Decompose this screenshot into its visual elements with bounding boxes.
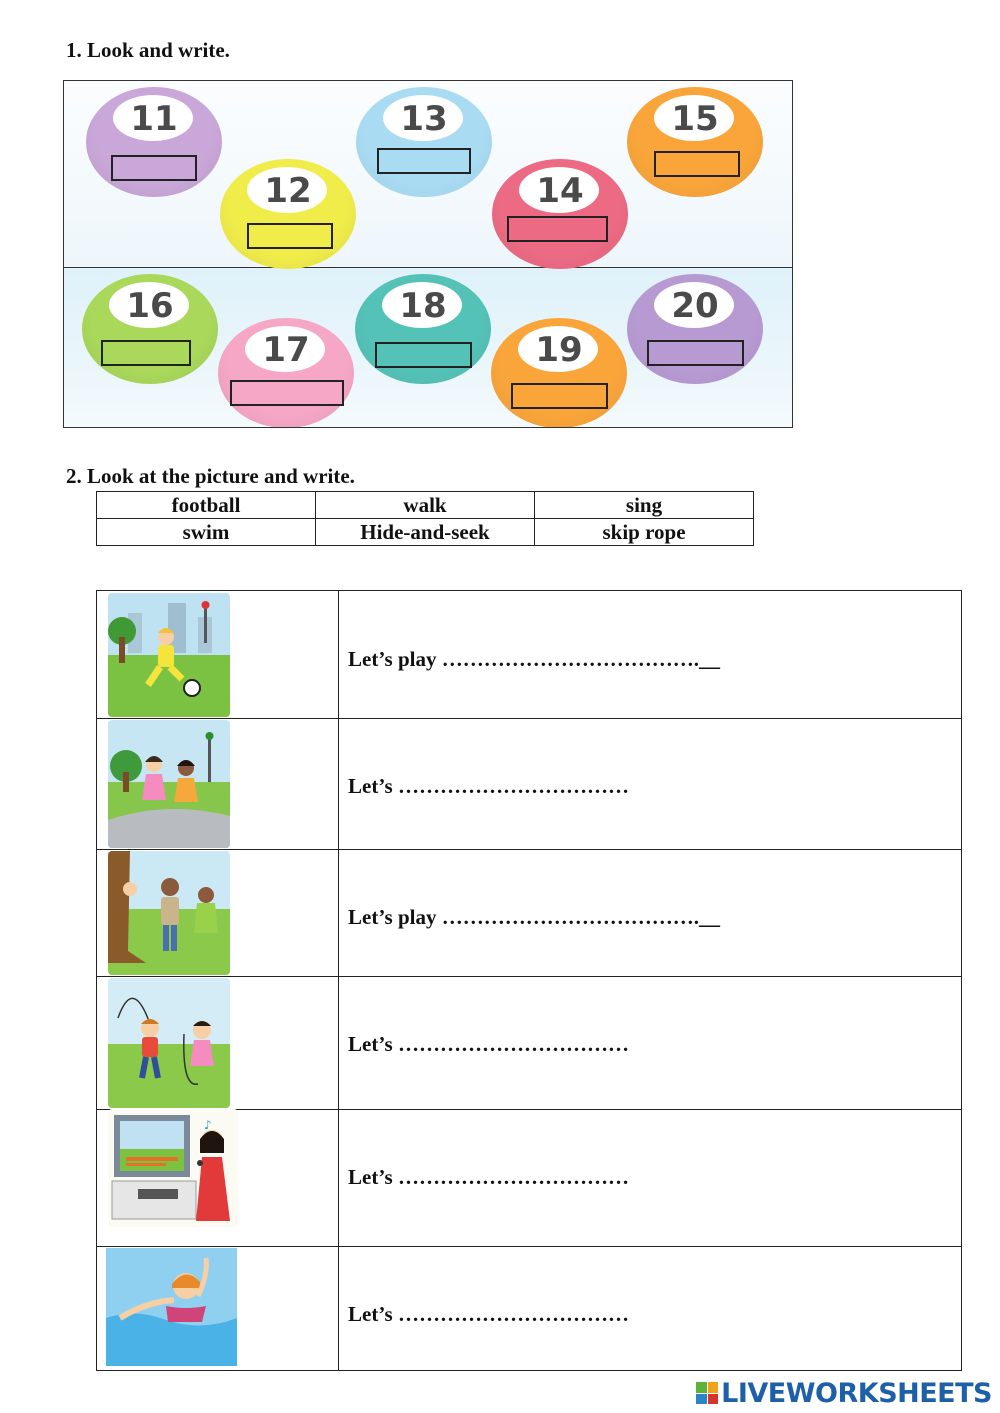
sentence-2[interactable]: Let’s ……………………………	[348, 774, 629, 798]
sentence-5[interactable]: Let’s ……………………………	[348, 1165, 629, 1189]
answer-box[interactable]	[507, 216, 608, 242]
girl-swimming-picture	[106, 1248, 237, 1366]
kids-skipping-rope-picture	[108, 978, 230, 1108]
ball-number: 20	[671, 286, 719, 326]
exercise-row	[97, 591, 961, 719]
ball-16	[82, 274, 218, 384]
kid-playing-football-picture	[108, 593, 230, 717]
answer-box[interactable]	[101, 340, 191, 366]
word-cell: walk	[316, 492, 535, 519]
ball-20	[627, 274, 763, 384]
sentence-4[interactable]: Let’s ……………………………	[348, 1032, 629, 1056]
answer-box[interactable]	[511, 383, 608, 409]
ball-number: 16	[126, 286, 174, 326]
answer-box[interactable]	[375, 342, 472, 368]
girl-singing-karaoke-picture	[108, 1109, 238, 1227]
kids-hide-and-seek-picture	[108, 851, 230, 975]
logo-text: LIVEWORKSHEETS	[721, 1377, 992, 1409]
logo-icon	[696, 1382, 718, 1404]
ball-number: 12	[264, 171, 312, 211]
sentence-6[interactable]: Let’s ……………………………	[348, 1302, 629, 1326]
ball-11	[86, 87, 222, 197]
exercise-row	[97, 718, 961, 850]
word-bank-table	[96, 491, 754, 546]
girls-walking-picture	[108, 720, 230, 848]
word-cell: skip rope	[535, 519, 754, 546]
ball-number: 17	[262, 330, 310, 370]
sentence-1[interactable]: Let’s play ……………………………….__	[348, 647, 720, 671]
ball-12	[220, 159, 356, 269]
exercise-row	[97, 1109, 961, 1247]
sentence-3[interactable]: Let’s play ……………………………….__	[348, 905, 720, 929]
answer-box[interactable]	[230, 380, 344, 406]
answer-box[interactable]	[647, 340, 744, 366]
answer-box[interactable]	[247, 223, 333, 249]
word-cell: swim	[97, 519, 316, 546]
ball-number: 15	[671, 99, 719, 139]
ball-17	[218, 318, 354, 428]
ball-number: 14	[536, 171, 584, 211]
section-2-heading: 2. Look at the picture and write.	[66, 464, 355, 488]
exercise-row	[97, 849, 961, 977]
answer-box[interactable]	[654, 151, 740, 177]
ball-number: 19	[535, 330, 583, 370]
ball-number: 18	[399, 286, 447, 326]
ball-19	[491, 318, 627, 428]
ball-number: 11	[130, 99, 178, 139]
exercise-row	[97, 1246, 961, 1370]
ball-14	[492, 159, 628, 269]
exercise-row	[97, 976, 961, 1110]
word-cell: Hide-and-seek	[316, 519, 535, 546]
ball-15	[627, 87, 763, 197]
ball-18	[355, 274, 491, 384]
word-bank-row	[97, 492, 754, 519]
ball-number: 13	[400, 99, 448, 139]
exercise-table	[96, 590, 962, 1371]
answer-box[interactable]	[377, 148, 471, 174]
panel-divider	[64, 267, 792, 268]
word-bank-row	[97, 519, 754, 546]
number-balls-panel	[63, 80, 793, 428]
section-1-heading: 1. Look and write.	[66, 38, 230, 62]
svg-text:♪: ♪	[204, 1118, 212, 1132]
word-cell: sing	[535, 492, 754, 519]
word-cell: football	[97, 492, 316, 519]
answer-box[interactable]	[111, 155, 197, 181]
liveworksheets-logo	[696, 1378, 992, 1408]
ball-13	[356, 87, 492, 197]
